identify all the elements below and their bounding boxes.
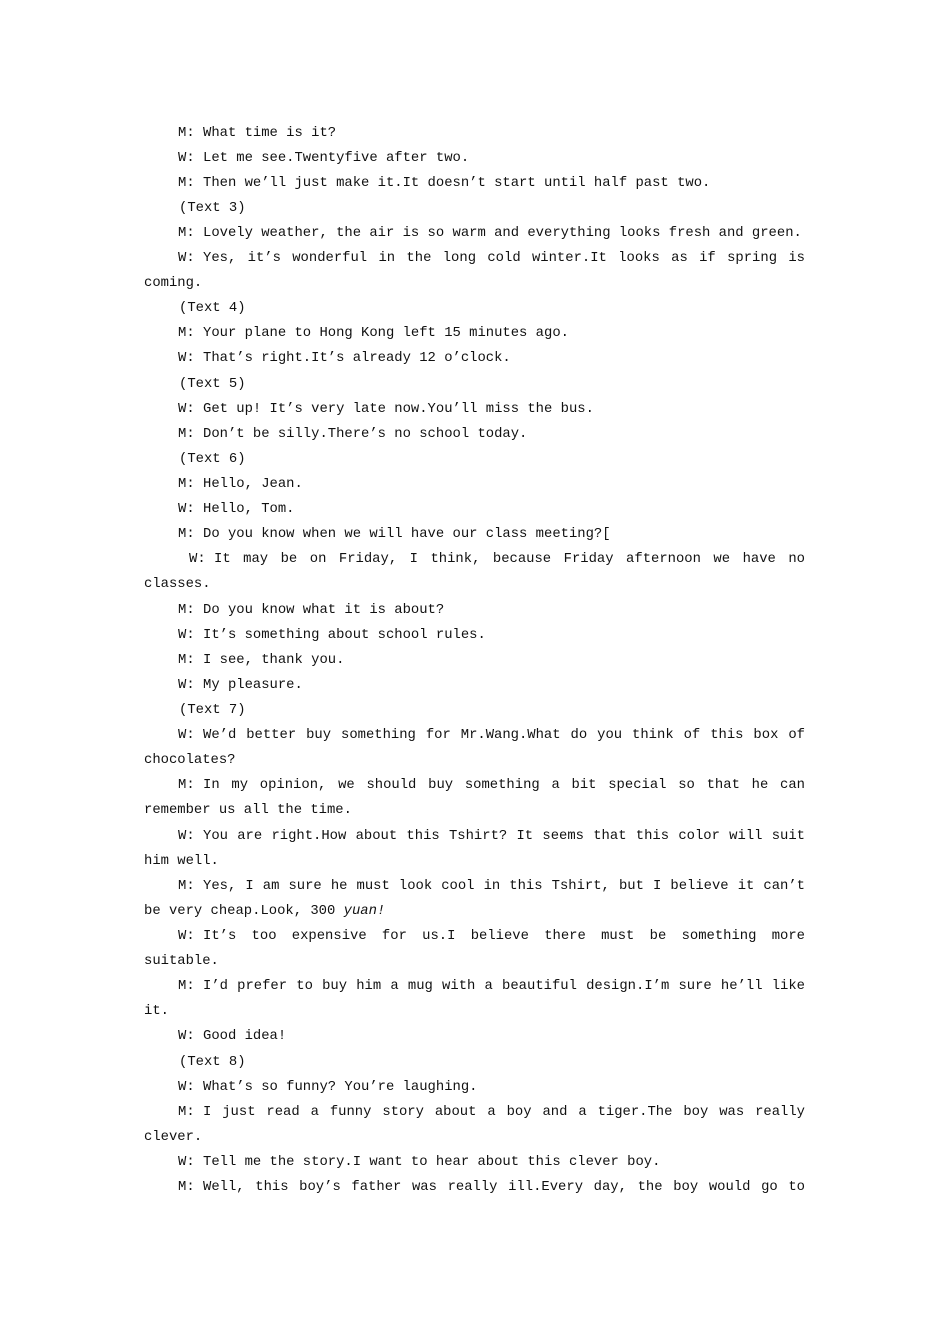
speaker-label: M:: [178, 224, 195, 241]
dialog-line-continued: [144, 999, 805, 1024]
dialog-text: chocolates?: [144, 752, 236, 769]
dialog-text: remember us all the time.: [144, 802, 352, 819]
dialog-line: [144, 246, 805, 271]
speaker-label: M:: [178, 325, 195, 342]
dialog-line: [144, 623, 805, 648]
speaker-label: W:: [178, 400, 195, 417]
speaker-label: W:: [178, 149, 195, 166]
dialog-text: Lovely weather, the air is so warm and everything looks fresh and green.: [203, 224, 802, 241]
section-heading: (Text 6): [179, 450, 246, 467]
dialog-text: Let me see.Twentyfive after two.: [203, 149, 470, 166]
speaker-label: M:: [178, 1179, 195, 1196]
speaker-label: M:: [178, 777, 195, 794]
dialog-text: In my opinion, we should buy something a bit special so that he can: [203, 777, 805, 794]
dialog-line: [144, 773, 805, 798]
speaker-label: M:: [178, 601, 195, 618]
section-heading: (Text 4): [179, 300, 246, 317]
speaker-label: M:: [178, 978, 195, 995]
dialog-text: What’s so funny? You’re laughing.: [203, 1078, 478, 1095]
dialog-text: Do you know when we will have our class meeting?[: [203, 526, 611, 543]
dialog-text: My pleasure.: [203, 676, 303, 693]
dialog-text: it.: [144, 1003, 169, 1020]
dialog-text: Hello, Jean.: [203, 476, 303, 493]
dialog-line: [144, 824, 805, 849]
dialog-text: Yes, I am sure he must look cool in this Tshirt, but I believe it can’t: [203, 877, 805, 894]
speaker-label: W:: [189, 551, 206, 568]
dialog-line: [144, 924, 805, 949]
dialog-text: Tell me the story.I want to hear about this clever boy.: [203, 1153, 661, 1170]
italic-currency: yuan!: [343, 902, 386, 919]
dialog-line: [144, 321, 805, 346]
dialog-line: [144, 422, 805, 447]
dialog-text: Don’t be silly.There’s no school today.: [203, 425, 528, 442]
dialog-line-continued: [144, 572, 805, 597]
dialog-line-continued: [144, 748, 805, 773]
dialog-line: [144, 171, 805, 196]
dialog-line: [144, 648, 805, 673]
dialog-line-continued: [144, 1125, 805, 1150]
speaker-label: W:: [178, 1028, 195, 1045]
dialog-text: Yes, it’s wonderful in the long cold winter.It looks as if spring is: [203, 250, 805, 267]
dialog-line: [144, 397, 805, 422]
dialog-line: [144, 1150, 805, 1175]
speaker-label: M:: [178, 651, 195, 668]
speaker-label: M:: [178, 124, 195, 141]
dialog-line-continued: [144, 798, 805, 823]
section-heading: (Text 3): [179, 199, 246, 216]
dialog-text: We’d better buy something for Mr.Wang.What do you think of this box of: [203, 727, 805, 744]
dialog-text: Get up! It’s very late now.You’ll miss the bus.: [203, 400, 594, 417]
section-heading: (Text 8): [179, 1053, 246, 1070]
dialog-line-continued: [144, 899, 805, 924]
speaker-label: M:: [178, 877, 195, 894]
speaker-label: M:: [178, 476, 195, 493]
dialog-text: Your plane to Hong Kong left 15 minutes ago.: [203, 325, 569, 342]
dialog-line: [144, 1175, 805, 1200]
dialog-text: him well.: [144, 852, 219, 869]
speaker-label: M:: [178, 1103, 195, 1120]
dialog-text: It’s too expensive for us.I believe there must be something more: [203, 928, 805, 944]
speaker-label: W:: [178, 727, 195, 744]
dialog-text: I’d prefer to buy him a mug with a beautiful design.I’m sure he’ll like: [203, 978, 805, 995]
dialog-text: Good idea!: [203, 1028, 287, 1045]
dialog-line-continued: [144, 271, 805, 296]
speaker-label: W:: [178, 1153, 195, 1170]
dialog-text: suitable.: [144, 953, 219, 970]
section-heading: (Text 5): [179, 375, 246, 392]
dialog-text: Well, this boy’s father was really ill.Every day, the boy would go to: [203, 1179, 805, 1196]
dialog-text: You are right.How about this Tshirt? It seems that this color will suit: [203, 827, 805, 844]
dialog-line: [144, 673, 805, 698]
dialog-line: [144, 723, 805, 748]
dialog-line: [144, 221, 805, 246]
speaker-label: W:: [178, 350, 195, 367]
dialog-line: [144, 346, 805, 371]
speaker-label: W:: [178, 1078, 195, 1095]
dialog-line: [144, 497, 805, 522]
dialog-line: [144, 522, 805, 547]
section-heading: (Text 7): [179, 702, 246, 719]
dialog-text: coming.: [144, 275, 203, 292]
speaker-label: M:: [178, 174, 195, 191]
dialog-text: Do you know what it is about?: [203, 601, 445, 618]
dialog-text: I see, thank you.: [203, 651, 345, 668]
dialog-line: [144, 1100, 805, 1125]
dialog-line: [144, 874, 805, 899]
dialog-line: [144, 547, 805, 572]
dialog-text: classes.: [144, 576, 211, 593]
dialog-line: [144, 472, 805, 497]
speaker-label: W:: [178, 928, 195, 944]
dialog-line: [144, 121, 805, 146]
dialog-line-continued: [144, 849, 805, 874]
speaker-label: W:: [178, 626, 195, 643]
dialog-line: [144, 146, 805, 171]
speaker-label: W:: [178, 501, 195, 518]
dialog-text: Then we’ll just make it.It doesn’t start until half past two.: [203, 174, 711, 191]
dialog-transcript: [144, 121, 805, 1201]
dialog-line-continued: [144, 949, 805, 974]
dialog-line: [144, 598, 805, 623]
dialog-text: Hello, Tom.: [203, 501, 295, 518]
speaker-label: W:: [178, 676, 195, 693]
dialog-text: It’s something about school rules.: [203, 626, 486, 643]
speaker-label: M:: [178, 526, 195, 543]
dialog-line: [144, 1024, 805, 1049]
dialog-text: I just read a funny story about a boy and a tiger.The boy was really: [203, 1103, 805, 1120]
dialog-line: [144, 974, 805, 999]
speaker-label: W:: [178, 250, 195, 267]
dialog-text: be very cheap.Look, 300: [144, 902, 336, 919]
dialog-text: It may be on Friday, I think, because Friday afternoon we have no: [214, 551, 805, 568]
dialog-text: What time is it?: [203, 124, 337, 141]
dialog-text: That’s right.It’s already 12 o’clock.: [203, 350, 511, 367]
dialog-line: [144, 1075, 805, 1100]
speaker-label: M:: [178, 425, 195, 442]
speaker-label: W:: [178, 827, 195, 844]
dialog-text: clever.: [144, 1128, 203, 1145]
